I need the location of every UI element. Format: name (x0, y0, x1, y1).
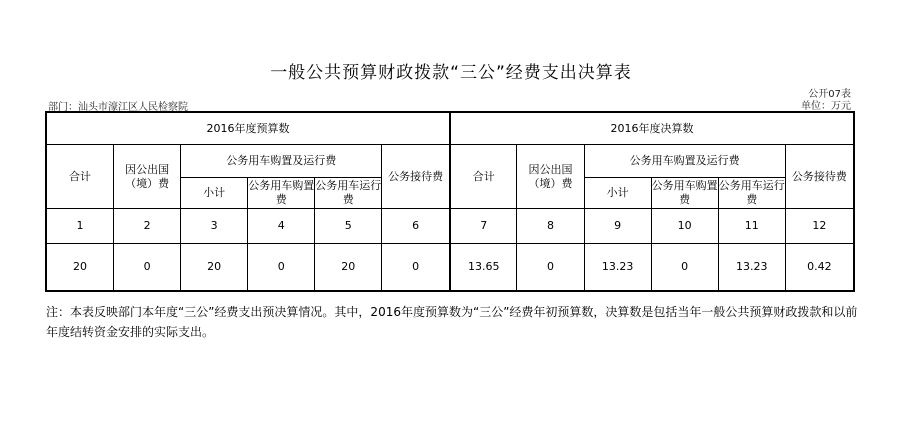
index-cell: 8 (517, 209, 584, 244)
col-abroad: 因公出国（境）费 (114, 145, 181, 209)
index-cell: 1 (47, 209, 114, 244)
col-abroad: 因公出国（境）费 (517, 145, 584, 209)
form-code: 公开07表 (808, 89, 851, 100)
sub-subtotal: 小计 (584, 178, 651, 209)
budget-group-header: 2016年度预算数 (47, 113, 450, 145)
final-group-header: 2016年度决算数 (450, 113, 854, 145)
value-cell: 0 (651, 244, 718, 291)
col-reception: 公务接待费 (382, 145, 450, 209)
index-cell: 7 (450, 209, 517, 244)
index-cell: 10 (651, 209, 718, 244)
values-row (47, 244, 854, 291)
department-label: 部门：汕头市濠江区人民检察院 (48, 102, 188, 113)
index-cell: 5 (315, 209, 382, 244)
value-cell: 13.23 (718, 244, 785, 291)
col-total: 合计 (47, 145, 114, 209)
sub-running: 公务用车运行费 (315, 178, 382, 209)
index-cell: 11 (718, 209, 785, 244)
index-cell: 3 (181, 209, 248, 244)
value-cell: 20 (315, 244, 382, 291)
index-cell: 12 (785, 209, 853, 244)
col-total: 合计 (450, 145, 517, 209)
sub-running: 公务用车运行费 (718, 178, 785, 209)
value-cell: 0.42 (785, 244, 853, 291)
value-cell: 0 (517, 244, 584, 291)
value-cell: 0 (248, 244, 315, 291)
page-title: 一般公共预算财政拨款“三公”经费支出决算表 (270, 63, 632, 83)
value-cell: 13.65 (450, 244, 517, 291)
value-cell: 20 (181, 244, 248, 291)
index-cell: 6 (382, 209, 450, 244)
col-vehicle: 公务用车购置及运行费 (584, 145, 785, 178)
sub-purchase: 公务用车购置费 (651, 178, 718, 209)
col-reception: 公务接待费 (785, 145, 853, 209)
col-vehicle: 公务用车购置及运行费 (181, 145, 382, 178)
value-cell: 0 (114, 244, 181, 291)
unit-label: 单位：万元 (801, 101, 851, 112)
index-cell: 4 (248, 209, 315, 244)
value-cell: 20 (47, 244, 114, 291)
index-cell: 2 (114, 209, 181, 244)
footnote: 注：本表反映部门本年度“三公”经费支出预决算情况。其中，2016年度预算数为“三公”经费年初预算数，决算数是包括当年一般公共预算财政拨款和以前年度结转资金安排的实际支出。 (46, 305, 858, 339)
budget-table (46, 112, 854, 291)
index-row (47, 209, 854, 244)
sub-purchase: 公务用车购置费 (248, 178, 315, 209)
sub-subtotal: 小计 (181, 178, 248, 209)
value-cell: 13.23 (584, 244, 651, 291)
index-cell: 9 (584, 209, 651, 244)
value-cell: 0 (382, 244, 450, 291)
